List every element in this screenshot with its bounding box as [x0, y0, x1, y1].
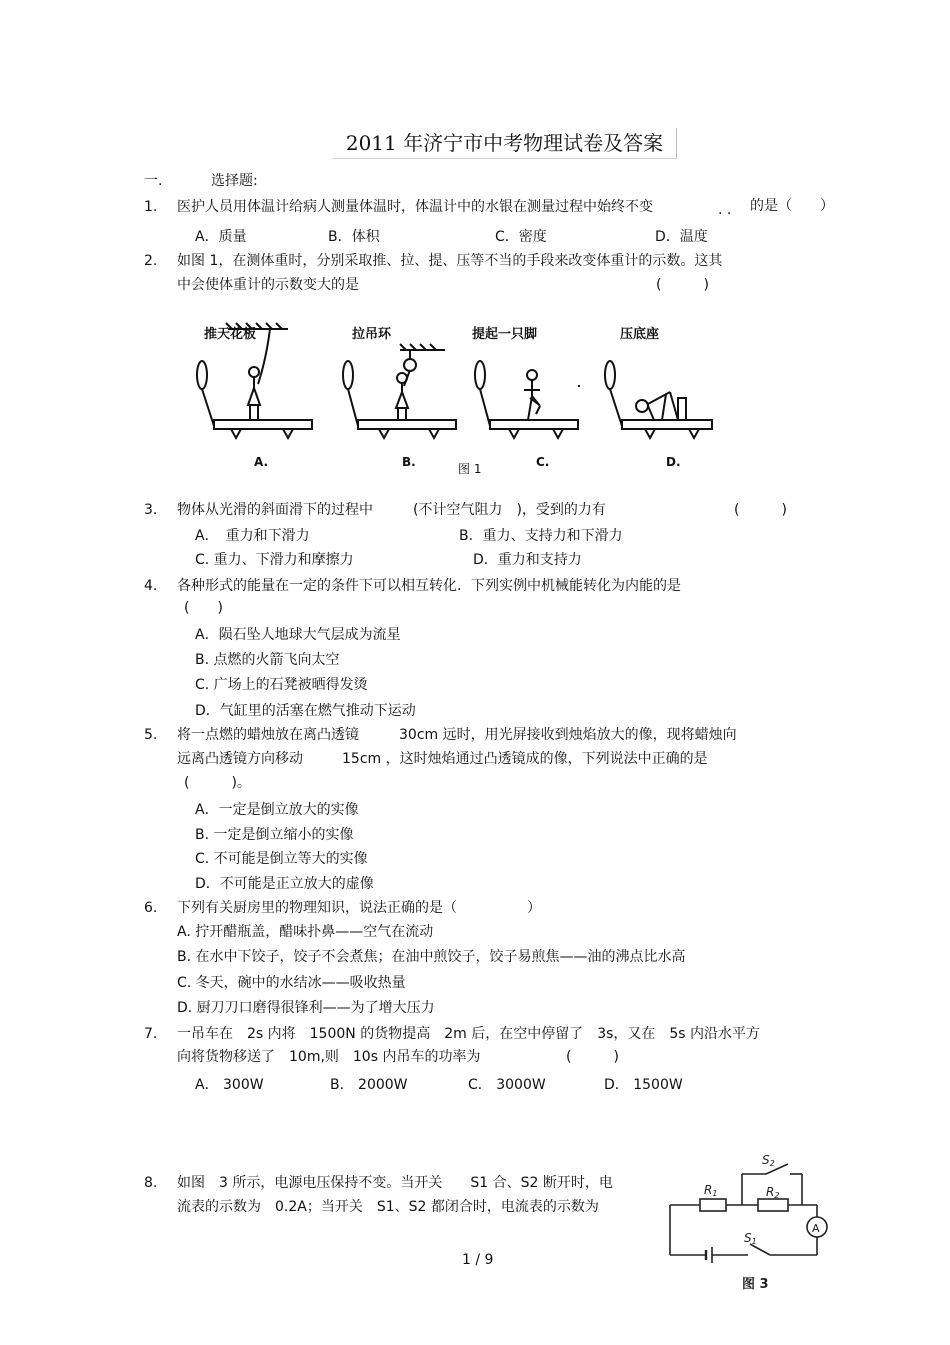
panel-b-letter: B.: [402, 455, 416, 469]
q4-option-c: C. 广场上的石凳被晒得发烫: [195, 677, 368, 693]
svg-text:R1: [704, 1183, 717, 1198]
q4-stem: 各种形式的能量在一定的条件下可以相互转化．下列实例中机械能转化为内能的是: [177, 578, 681, 594]
q5-option-b: B. 一定是倒立缩小的实像: [195, 827, 354, 843]
panel-d-scale: [605, 361, 712, 438]
q1-emphasis-dots: . .: [718, 202, 732, 218]
q5-stem-line3: ( )。: [184, 775, 251, 791]
q6-option-a: A. 拧开醋瓶盖，醋味扑鼻——空气在流动: [177, 924, 434, 940]
q5-option-c: C. 不可能是倒立等大的实像: [195, 851, 368, 867]
q7-option-a: A． 300W: [195, 1077, 264, 1093]
s1-subscript: 1: [751, 1237, 757, 1246]
panel-d-title: 压底座: [620, 327, 660, 342]
ammeter-label: A: [812, 1222, 820, 1235]
s2-label: S: [762, 1153, 770, 1167]
resistor-r1: [700, 1199, 726, 1211]
q1-number: 1.: [144, 199, 158, 215]
q7-number: 7.: [144, 1026, 158, 1042]
panel-b-scale: [343, 344, 456, 438]
r1-label: R: [704, 1183, 713, 1197]
q4-answer-paren: ( ): [184, 600, 223, 616]
q7-stem-line2: 向将货物移送了 10m,则 10s 内吊车的功率为: [177, 1049, 481, 1065]
figure-1-scales: [188, 320, 718, 480]
q7-option-d: D． 1500W: [604, 1077, 683, 1093]
q3-number: 3.: [144, 502, 158, 518]
q7-answer-paren: ( ): [566, 1049, 619, 1065]
panel-c-title: 提起一只脚: [472, 327, 538, 342]
q3-stem-mid: (不计空气阻力 )，受到的力有: [413, 502, 606, 518]
panel-c-letter: C.: [536, 455, 550, 469]
q1-option-b: B．体积: [328, 229, 380, 245]
figure-1-caption: 图 1: [458, 462, 482, 476]
s1-label: S: [744, 1231, 752, 1245]
q4-option-b: B. 点燃的火箭飞向太空: [195, 652, 340, 668]
q3-option-c: C. 重力、下滑力和摩擦力: [195, 552, 354, 568]
q5-stem-line1a: 将一点燃的蜡烛放在离凸透镜: [177, 727, 359, 743]
r2-subscript: 2: [774, 1191, 780, 1200]
figure-3-circuit: [662, 1152, 837, 1297]
resistor-r2: [758, 1199, 788, 1211]
q6-number: 6.: [144, 900, 158, 916]
q6-stem: 下列有关厨房里的物理知识，说法正确的是（ ）: [177, 900, 541, 916]
q2-stem-line1: 如图 1，在测体重时，分别采取推、拉、提、压等不当的手段来改变体重计的示数。这其: [177, 253, 723, 269]
panel-d-letter: D.: [666, 455, 681, 469]
q4-number: 4.: [144, 578, 158, 594]
q5-stem-line1b: 30cm 远时，用光屏接收到烛焰放大的像，现将蜡烛向: [399, 727, 737, 743]
section-number: 一.: [144, 173, 163, 189]
q3-stem: 物体从光滑的斜面滑下的过程中: [177, 502, 373, 518]
q7-option-c: C． 3000W: [468, 1077, 546, 1093]
q8-number: 8.: [144, 1175, 158, 1191]
q4-option-a: A．陨石坠人地球大气层成为流星: [195, 627, 401, 643]
q5-number: 5.: [144, 727, 158, 743]
q2-answer-paren: ( ): [656, 277, 709, 293]
q7-stem-line1: 一吊车在 2s 内将 1500N 的货物提高 2m 后，在空中停留了 3s，又在 5s 内沿水平方: [177, 1026, 761, 1042]
q5-option-d: D．不可能是正立放大的虚像: [195, 876, 374, 892]
q7-option-b: B． 2000W: [330, 1077, 408, 1093]
q3-option-a: A． 重力和下滑力: [195, 528, 310, 544]
svg-text:S1: [744, 1231, 757, 1246]
q8-stem-line2: 流表的示数为 0.2A；当开关 S1、S2 都闭合时，电流表的示数为: [177, 1199, 599, 1215]
q5-option-a: A．一定是倒立放大的实像: [195, 802, 359, 818]
page-title: 2011 年济宁市中考物理试卷及答案: [333, 128, 677, 159]
panel-c-scale: [475, 361, 580, 438]
q2-stem-line2: 中会使体重计的示数变大的是: [177, 277, 359, 293]
q1-option-d: D．温度: [655, 229, 708, 245]
q5-stem-line2a: 远离凸透镜方向移动: [177, 751, 303, 767]
panel-b-title: 拉吊环: [352, 327, 392, 342]
q6-option-b: B. 在水中下饺子，饺子不会煮焦；在油中煎饺子，饺子易煎焦——油的沸点比水高: [177, 949, 686, 965]
q8-stem-line1: 如图 3 所示，电源电压保持不变。当开关 S1 合、S2 断开时，电: [177, 1175, 613, 1191]
q6-option-c: C. 冬天，碗中的水结冰——吸收热量: [177, 975, 406, 991]
svg-text:R2: [766, 1185, 779, 1200]
q3-answer-paren: ( ): [734, 502, 787, 518]
panel-a-title: 推天花板: [204, 327, 257, 342]
figure-3-caption: 图 3: [742, 1277, 769, 1292]
q3-option-b: B．重力、支持力和下滑力: [459, 528, 623, 544]
q4-option-d: D．气缸里的活塞在燃气推动下运动: [195, 703, 416, 719]
q3-option-d: D．重力和支持力: [473, 552, 582, 568]
s2-subscript: 2: [769, 1159, 775, 1168]
r1-subscript: 1: [712, 1189, 718, 1198]
panel-a-letter: A.: [254, 455, 269, 469]
q2-number: 2.: [144, 253, 158, 269]
q1-option-c: C．密度: [495, 229, 547, 245]
q5-stem-line2b: 15cm ，这时烛焰通过凸透镜成的像，下列说法中正确的是: [342, 751, 708, 767]
q6-option-d: D. 厨刀刀口磨得很锋利——为了增大压力: [177, 1000, 435, 1016]
svg-text:S2: [762, 1153, 775, 1168]
r2-label: R: [766, 1185, 775, 1199]
q1-stem: 医护人员用体温计给病人测量体温时，体温计中的水银在测量过程中始终不变: [177, 199, 653, 215]
page-number: 1 / 9: [462, 1252, 494, 1268]
q1-tail: 的是（ ）: [750, 198, 834, 214]
q1-option-a: A．质量: [195, 229, 247, 245]
section-label: 选择题:: [211, 173, 258, 189]
